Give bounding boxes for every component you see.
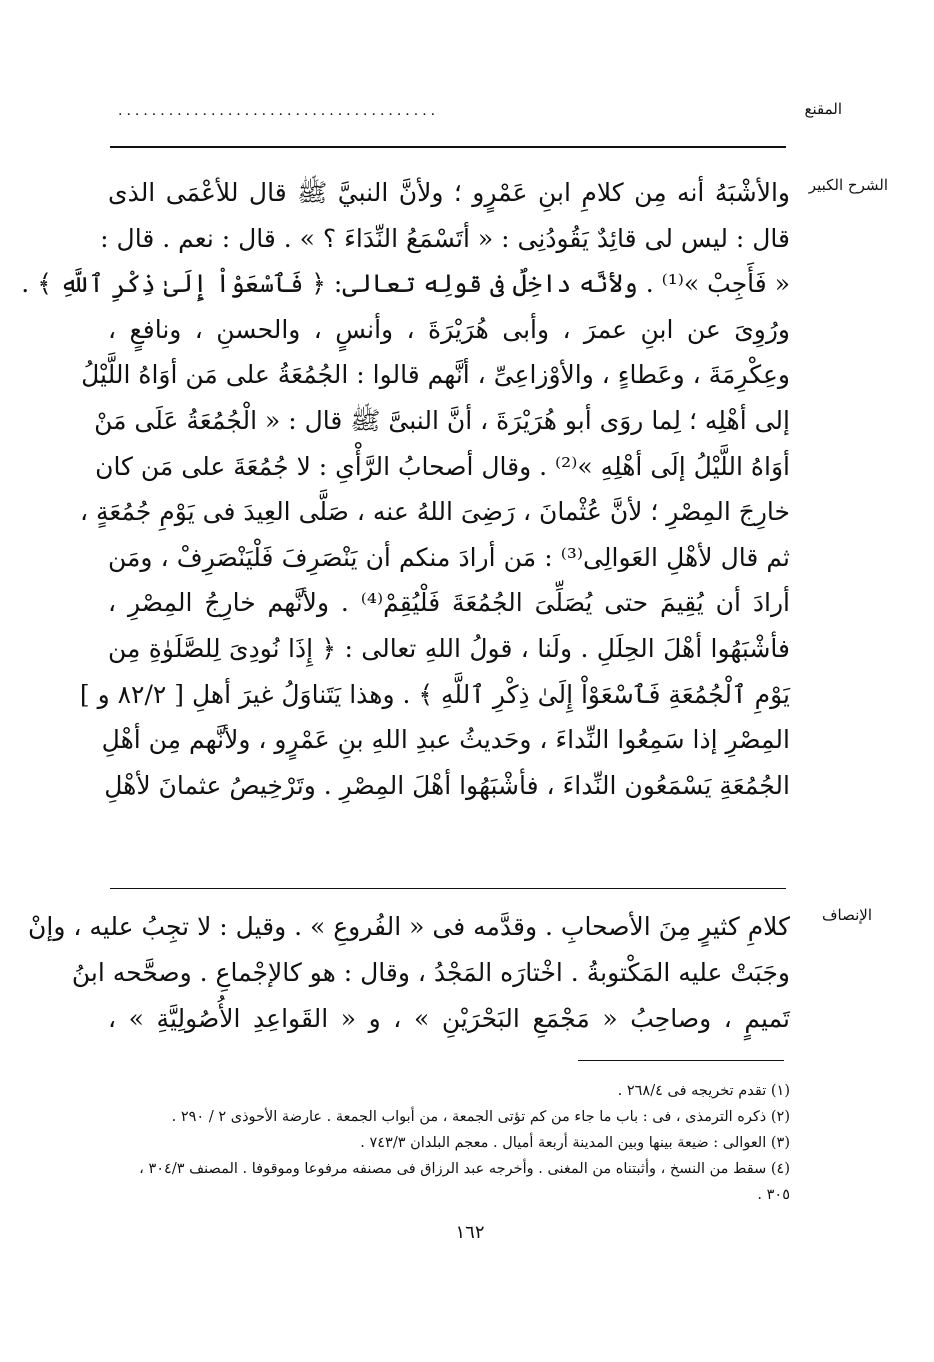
footnote: (٣) العوالى : ضيعة بينها وبين المدينة أربعة أميال . معجم البلدان ٧٤٣/٣ . (360, 1135, 790, 1151)
header-rule (110, 146, 786, 148)
text-line: ثم قال لأهْلِ العَوالِى⁽³⁾ : مَن أرادَ منكم أن يَنْصَرِفَ فَلْيَنْصَرِفْ ، ومَن (108, 542, 791, 572)
page-number: ١٦٢ (455, 1222, 485, 1243)
text-line: وعِكْرِمَةَ ، وعَطاءٍ ، والأوْزاعِىِّ ، أنَّهم قالوا : الجُمُعَةُ على مَن أوَاهُ اللَّيْلُ (81, 360, 790, 390)
section-divider-rule (110, 888, 786, 889)
insaf-commentary-text (28, 904, 790, 1042)
text-line: المِصْرِ إذا سَمِعُوا النِّداءَ ، وحَديثُ عبدِ اللهِ بنِ عَمْرٍو ، ولأنَّهم مِن أهْلِ (101, 725, 790, 755)
section-label-sharh: الشرح الكبير (808, 176, 888, 194)
text-line: فأشْبَهُوا أهْلَ الحِلَلِ . ولَنا ، قولُ اللهِ تعالى : ﴿ إِذَا نُودِىَ لِلصَّلَوٰةِ مِن (108, 633, 790, 663)
running-header-title: المقنع (804, 100, 842, 118)
text-line: كلامِ كثيرٍ مِنَ الأصحابِ . وقدَّمه فى « الفُروعِ » . وقيل : لا تجِبُ عليه ، وإنْ (28, 912, 790, 941)
section-label-insaf: الإنصاف (821, 906, 872, 924)
text-line: خارِجَ المِصْرِ ؛ لأنَّ عُثْمانَ ، رَضِىَ اللهُ عنه ، صَلَّى العِيدَ فى يَوْمِ جُمُعَةٍ ، (79, 497, 790, 527)
text-line: وجَبَتْ عليه المَكْتوبةُ . اخْتارَه المَجْدُ ، وقال : هو كالإجْماعِ . وصحَّحه ابنُ (71, 958, 790, 987)
text-line: إلى أهْلِه ؛ لِما روَى أبو هُرَيْرَةَ ، أنَّ النبىَّ ﷺ قال : « الْجُمُعَةُ عَلَى مَنْ (94, 405, 790, 435)
text-line: « فَأَجِبْ »⁽¹⁾ . ولأنَّه داخِلٌ فى قولِه تعالى: ﴿ فَٱسْعَوْاْ إِلَىٰ ذِكْرِ ٱللَّهِ ﴾ . (21, 269, 790, 299)
text-line: الجُمُعَةِ يَسْمَعُون النِّداءَ ، فأشْبَهُوا أهْلَ المِصْرِ . وتَرْخِيصُ عثمانَ لأهْلِ (104, 770, 790, 800)
text-line: أرادَ أن يُقِيمَ حتى يُصَلِّىَ الجُمُعَةَ فَلْيُقِمْ⁽⁴⁾ . ولأنَّهم خارِجُ المِصْرِ ، (108, 588, 790, 618)
footnote: (٤) سقط من النسخ ، وأثبتناه من المغنى . وأخرجه عبد الرزاق فى مصنفه مرفوعا وموقوفا . المصنف ٣٠٤/٣ ، (139, 1161, 790, 1177)
footnote: ٣٠٥ . (757, 1187, 790, 1203)
text-line: والأشْبَهُ أنه مِن كلامِ ابنِ عَمْرٍو ؛ ولأنَّ النبيَّ ﷺ قال للأعْمَى الذى (108, 178, 790, 207)
text-line: ورُوِىَ عن ابنِ عمرَ ، وأبى هُرَيْرَةَ ، وأنسٍ ، والحسنِ ، ونافعٍ ، (108, 314, 790, 344)
footnote: (٢) ذكره الترمذى ، فى : باب ما جاء من كم تؤتى الجمعة ، من أبواب الجمعة . عارضة الأحوذى ٢ / ٢٩٠ . (171, 1109, 790, 1125)
footnotes (108, 1078, 790, 1208)
text-line: يَوْمِ ٱلْجُمُعَةِ فَٱسْعَوْاْ إِلَىٰ ذِكْرِ ٱللَّهِ ﴾ . وهذا يَتَناوَلُ غيرَ أهلِ [ ٨٢/٢ و ] (79, 679, 790, 709)
footnote: (١) تقدم تخريجه فى ٢٦٨/٤ . (617, 1083, 790, 1099)
footnote-rule (578, 1060, 784, 1061)
main-commentary-text (21, 170, 791, 808)
text-line: قال : ليس لى قائِدٌ يَقُودُنِى : « أتَسْمَعُ النِّدَاءَ ؟ » . قال : نعم . قال : (100, 223, 790, 253)
text-line: تَميمٍ ، وصاحِبُ « مَجْمَعِ البَحْرَيْنِ » ، و « القَواعِدِ الأُصُولِيَّةِ » ، (108, 1004, 790, 1033)
header-dotted-leader: ...................................... (118, 103, 440, 119)
text-line: أوَاهُ اللَّيْلُ إلَى أهْلِهِ »⁽²⁾ . وقال أصحابُ الرَّأْىِ : لا جُمُعَةَ على مَن كان (95, 451, 790, 481)
